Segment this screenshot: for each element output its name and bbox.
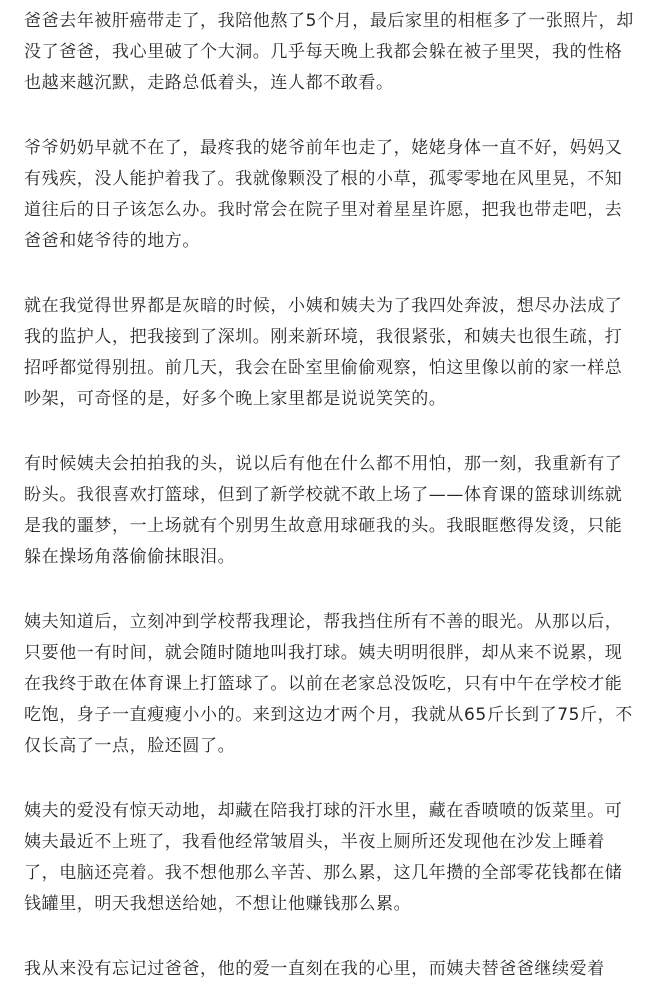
text-line: 有时候姨夫会拍拍我的头，说以后有他在什么都不用怕，那一刻，我重新有了: [24, 454, 623, 474]
text-line: 躲在操场角落偷偷抹眼泪。: [24, 547, 236, 567]
text-line: 吵架，可奇怪的是，好多个晚上家里都是说说笑笑的。: [24, 389, 447, 409]
text-line: 是我的噩梦，一上场就有个别男生故意用球砸我的头。我眼眶憋得发烫，只能: [24, 516, 623, 536]
text-line: 姨夫的爱没有惊天动地，却藏在陪我打球的汗水里，藏在香喷喷的饭菜里。可: [24, 801, 623, 821]
text-line: 有残疾，没人能护着我了。我就像颗没了根的小草，孤零零地在风里晃，不知: [24, 169, 623, 189]
text-line: 爷爷奶奶早就不在了，最疼我的姥爷前年也走了，姥姥身体一直不好，妈妈又: [24, 138, 623, 158]
text-line: 爸爸去年被肝癌带走了，我陪他熬了5个月，最后家里的相框多了一张照片，却: [24, 11, 634, 31]
text-line: 招呼都觉得别扭。前几天，我会在卧室里偷偷观察，怕这里像以前的家一样总: [24, 358, 623, 378]
paragraph-7: [24, 954, 652, 985]
text-line: 我的监护人，把我接到了深圳。刚来新环境，我很紧张，和姨夫也很生疏，打: [24, 327, 623, 347]
paragraph-3: [24, 291, 652, 415]
text-line: 没了爸爸，我心里破了个大洞。几乎每天晚上我都会躲在被子里哭，我的性格: [24, 42, 623, 62]
text-line: 吃饱，身子一直瘦瘦小小的。来到这边才两个月，我就从65斤长到了75斤，不: [24, 705, 633, 725]
paragraph-6: [24, 796, 652, 920]
text-line: 了，电脑还亮着。我不想他那么辛苦、那么累，这几年攒的全部零花钱都在储: [24, 863, 623, 883]
text-line: 仅长高了一点，脸还圆了。: [24, 736, 236, 756]
text-line: 只要他一有时间，就会随时随地叫我打球。姨夫明明很胖，却从来不说累，现: [24, 643, 623, 663]
text-line: 就在我觉得世界都是灰暗的时候，小姨和姨夫为了我四处奔波，想尽办法成了: [24, 296, 623, 316]
text-line: 姨夫最近不上班了，我看他经常皱眉头，半夜上厕所还发现他在沙发上睡着: [24, 832, 605, 852]
text-line: 我从来没有忘记过爸爸，他的爱一直刻在我的心里，而姨夫替爸爸继续爱着: [24, 959, 605, 979]
paragraph-4: [24, 449, 652, 573]
paragraph-1: [24, 6, 652, 99]
paragraph-5: [24, 607, 652, 762]
text-line: 爸爸和姥爷待的地方。: [24, 231, 200, 251]
text-line: 盼头。我很喜欢打篮球，但到了新学校就不敢上场了——体育课的篮球训练就: [24, 485, 623, 505]
text-line: 姨夫知道后，立刻冲到学校帮我理论，帮我挡住所有不善的眼光。从那以后，: [24, 612, 623, 632]
text-line: 钱罐里，明天我想送给她，不想让他赚钱那么累。: [24, 894, 412, 914]
text-line: 道往后的日子该怎么办。我时常会在院子里对着星星许愿，把我也带走吧，去: [24, 200, 623, 220]
paragraph-2: [24, 133, 652, 257]
text-line: 在我终于敢在体育课上打篮球了。以前在老家总没饭吃，只有中午在学校才能: [24, 674, 623, 694]
text-line: 也越来越沉默，走路总低着头，连人都不敢看。: [24, 73, 394, 93]
